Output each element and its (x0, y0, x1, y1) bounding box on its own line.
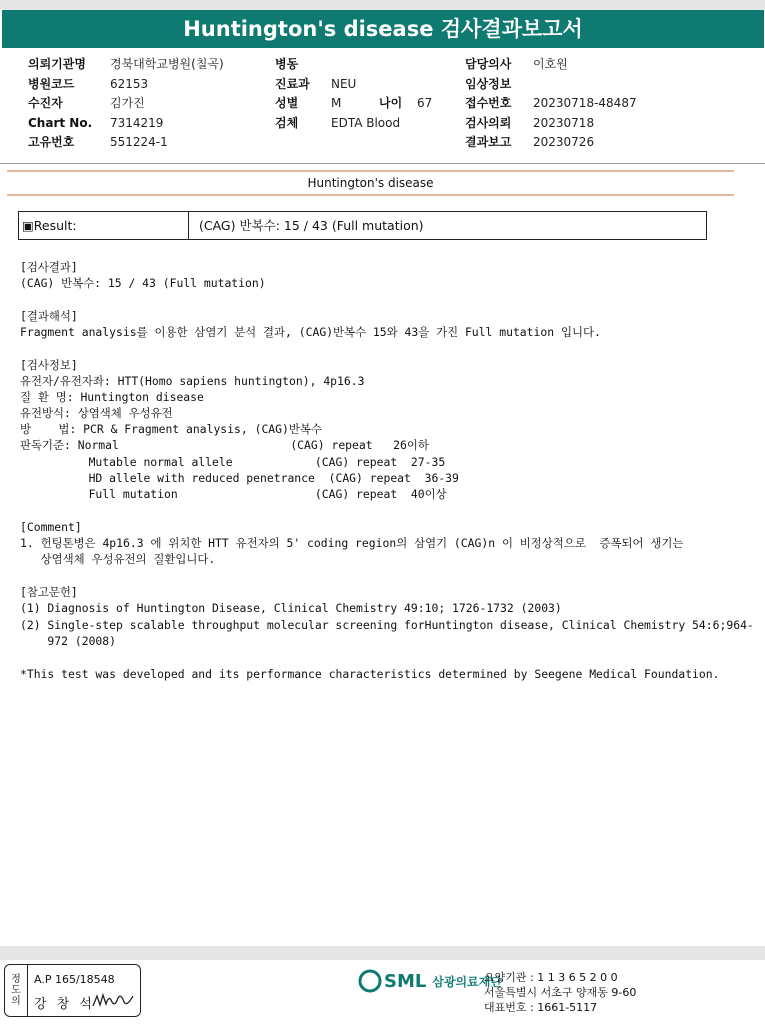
test-info-line: 판독기준: Normal (CAG) repeat 26이하 (20, 438, 429, 452)
references-heading: [참고문헌] (20, 585, 78, 599)
logo-text: SML (384, 970, 427, 992)
info-label: 병원코드 (28, 76, 75, 91)
info-row (465, 55, 637, 75)
test-info-line: 질 환 명: Huntington disease (20, 390, 204, 404)
info-value: 경북대학교병원(칠곡) (110, 57, 224, 71)
address: 서울특별시 서초구 양재동 9-60 (484, 986, 637, 999)
patient-info-col2 (275, 55, 432, 133)
header-divider (0, 163, 765, 164)
info-label: 고유번호 (28, 135, 75, 149)
info-label: 성별 (275, 96, 299, 110)
info-value: 20230718-48487 (533, 96, 637, 110)
signature-icon (91, 990, 135, 1010)
sml-logo (358, 969, 502, 993)
reference-line: (1) Diagnosis of Huntington Disease, Clinical Chemistry 49:10; 1726-1732 (2003) (20, 601, 562, 615)
agency-number: 요양기관 : 1 1 3 6 5 2 0 0 (484, 971, 618, 984)
age-value: 67 (417, 96, 433, 110)
info-value: 20230718 (533, 115, 595, 130)
info-label: 진료과 (275, 76, 310, 91)
info-value: M (331, 96, 342, 110)
sml-globe-icon (358, 969, 382, 993)
result-label: ▣Result: (19, 212, 189, 239)
info-row (28, 55, 224, 75)
info-label: 결과보고 (465, 135, 512, 149)
section-rule-top (7, 170, 734, 172)
info-value: 김가진 (110, 96, 145, 110)
test-info-heading: [검사정보] (20, 358, 78, 372)
logo-korean: 삼광의료재단 (432, 974, 502, 989)
stamp-char: 정 (11, 974, 21, 985)
stamp-vertical-label (5, 965, 28, 1016)
info-value: 551224-1 (110, 135, 168, 149)
info-row (275, 114, 432, 134)
info-label: 접수번호 (465, 96, 512, 110)
test-info-line: Full mutation (CAG) repeat 40이상 (20, 487, 447, 501)
signer-name: 강 창 석 (34, 997, 95, 1012)
info-value: NEU (331, 76, 357, 91)
patient-info-col1 (28, 55, 224, 153)
stamp-char: 의 (11, 996, 21, 1007)
info-row (28, 75, 224, 95)
info-row (465, 75, 637, 95)
result-box (18, 211, 707, 240)
info-label: 담당의사 (465, 57, 512, 71)
info-label: 병동 (275, 57, 299, 71)
interpretation-line: Fragment analysis를 이용한 삼염기 분석 결과, (CAG)반복수 15와 43을 가진 Full mutation 입니다. (20, 325, 601, 339)
info-value: 7314219 (110, 115, 164, 130)
interpretation-heading: [결과해석] (20, 309, 78, 323)
info-row (465, 94, 637, 114)
age-label: 나이 (379, 96, 403, 110)
comment-line: 1. 헌팅톤병은 4p16.3 에 위치한 HTT 유전자의 5' coding region의 삼염기 (CAG)n 이 비정상적으로 증폭되어 생기는 (20, 536, 684, 550)
section-title: Huntington's disease (307, 176, 434, 190)
reference-line: (2) Single-step scalable throughput molecular screening forHuntington disease, Clinical Chemistry 54:6;964- (20, 618, 754, 632)
info-label: Chart No. (28, 115, 93, 130)
info-row (28, 94, 224, 114)
info-label: 임상정보 (465, 76, 512, 91)
info-label: 검체 (275, 115, 299, 130)
info-label: 검사의뢰 (465, 115, 512, 130)
info-row (28, 133, 224, 153)
ap-number: A.P 165/18548 (34, 973, 115, 986)
info-value: EDTA Blood (331, 115, 401, 130)
test-info-line: HD allele with reduced penetrance (CAG) repeat 36-39 (20, 471, 459, 485)
test-info-line: 유전방식: 상염색체 우성유전 (20, 406, 173, 420)
results-line: (CAG) 반복수: 15 / 43 (Full mutation) (20, 276, 266, 290)
info-value: 이호원 (533, 57, 568, 71)
top-gray-band (0, 0, 765, 10)
section-rule-bottom (7, 194, 734, 196)
info-value: 62153 (110, 76, 149, 91)
info-row (275, 75, 432, 95)
comment-line: 상염색체 우성유전의 질환입니다. (20, 552, 216, 566)
info-value: 20230726 (533, 135, 595, 149)
patient-info-col3 (465, 55, 637, 153)
info-row (28, 114, 224, 134)
qc-stamp (4, 964, 141, 1017)
info-label: 수진자 (28, 96, 63, 110)
results-heading: [검사결과] (20, 260, 78, 274)
test-info-line: Mutable normal allele (CAG) repeat 27-35 (20, 455, 446, 469)
comment-heading: [Comment] (20, 520, 82, 534)
phone: 대표번호 : 1661-5117 (484, 1001, 598, 1014)
info-row (465, 114, 637, 134)
test-info-line: 유전자/유전자좌: HTT(Homo sapiens huntington), 4p16.3 (20, 374, 365, 388)
test-info-line: 방 법: PCR & Fragment analysis, (CAG)반복수 (20, 422, 322, 436)
footer-contact (484, 970, 636, 1015)
result-value: (CAG) 반복수: 15 / 43 (Full mutation) (199, 218, 424, 233)
reference-line: 972 (2008) (20, 634, 117, 648)
disclaimer-line: *This test was developed and its performance characteristics determined by Seegene Medical Foundation. (20, 667, 720, 681)
info-label: 의뢰기관명 (28, 57, 86, 71)
info-row (275, 55, 432, 75)
stamp-char: 도 (11, 985, 21, 996)
report-title: Huntington's disease 검사결과보고서 (2, 10, 764, 48)
info-row (465, 133, 637, 153)
info-row (275, 94, 432, 114)
footer-gray-band (0, 946, 765, 960)
